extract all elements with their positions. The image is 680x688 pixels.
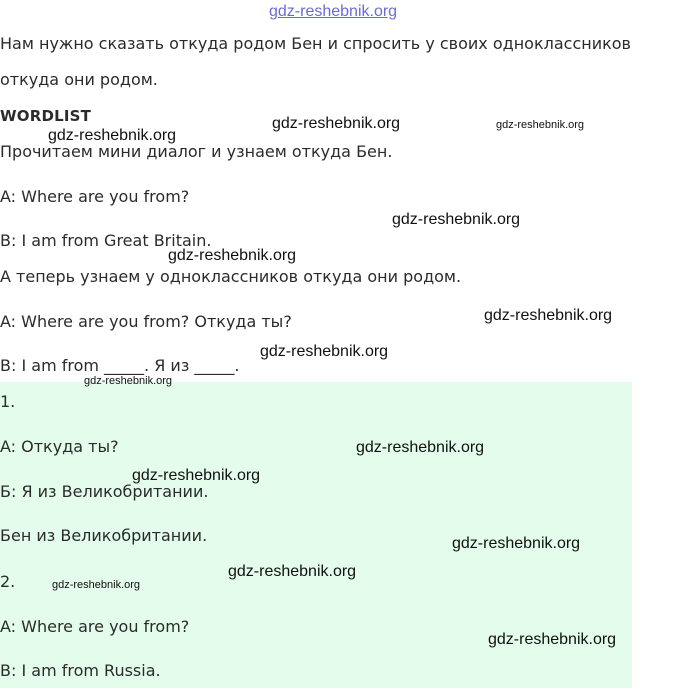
answer2-number: 2. [0, 572, 16, 591]
watermark: gdz-reshebnik.org [356, 439, 485, 456]
dialog1-line-a: A: Where are you from? [0, 187, 190, 206]
watermark: gdz-reshebnik.org [260, 343, 389, 360]
wordlist-heading: WORDLIST [0, 107, 92, 125]
dialog1-line-b: B: I am from Great Britain. [0, 231, 212, 250]
watermark: gdz-reshebnik.org [132, 467, 261, 484]
watermark: gdz-reshebnik.org [496, 119, 585, 131]
answer2-line-b: B: I am from Russia. [0, 661, 161, 680]
watermark: gdz-reshebnik.org [228, 563, 357, 580]
dialog2-intro: А теперь узнаем у одноклассников откуда они родом. [0, 267, 462, 286]
dialog2-line-b: B: I am from _____. Я из _____. [0, 356, 240, 375]
watermark: gdz-reshebnik.org [392, 211, 521, 228]
dialog2-line-a: A: Where are you from? Откуда ты? [0, 312, 292, 331]
watermark: gdz-reshebnik.org [452, 535, 581, 552]
watermark: gdz-reshebnik.org [84, 375, 173, 387]
answer1-line-a: A: Откуда ты? [0, 437, 119, 456]
watermark: gdz-reshebnik.org [168, 247, 297, 264]
watermark: gdz-reshebnik.org [484, 307, 613, 324]
intro-line-2: откуда они родом. [0, 70, 158, 89]
watermark: gdz-reshebnik.org [52, 579, 141, 591]
watermark: gdz-reshebnik.org [488, 631, 617, 648]
dialog1-intro: Прочитаем мини диалог и узнаем откуда Бен. [0, 142, 393, 161]
answer1-conclusion: Бен из Великобритании. [0, 526, 208, 545]
site-link[interactable]: gdz-reshebnik.org [269, 3, 398, 20]
answer2-line-a: A: Where are you from? [0, 617, 190, 636]
intro-line-1: Нам нужно сказать откуда родом Бен и спросить у своих одноклассников [0, 34, 631, 53]
watermark: gdz-reshebnik.org [48, 127, 177, 144]
answer1-number: 1. [0, 392, 16, 411]
watermark: gdz-reshebnik.org [272, 115, 401, 132]
answer1-line-b: Б: Я из Великобритании. [0, 482, 209, 501]
